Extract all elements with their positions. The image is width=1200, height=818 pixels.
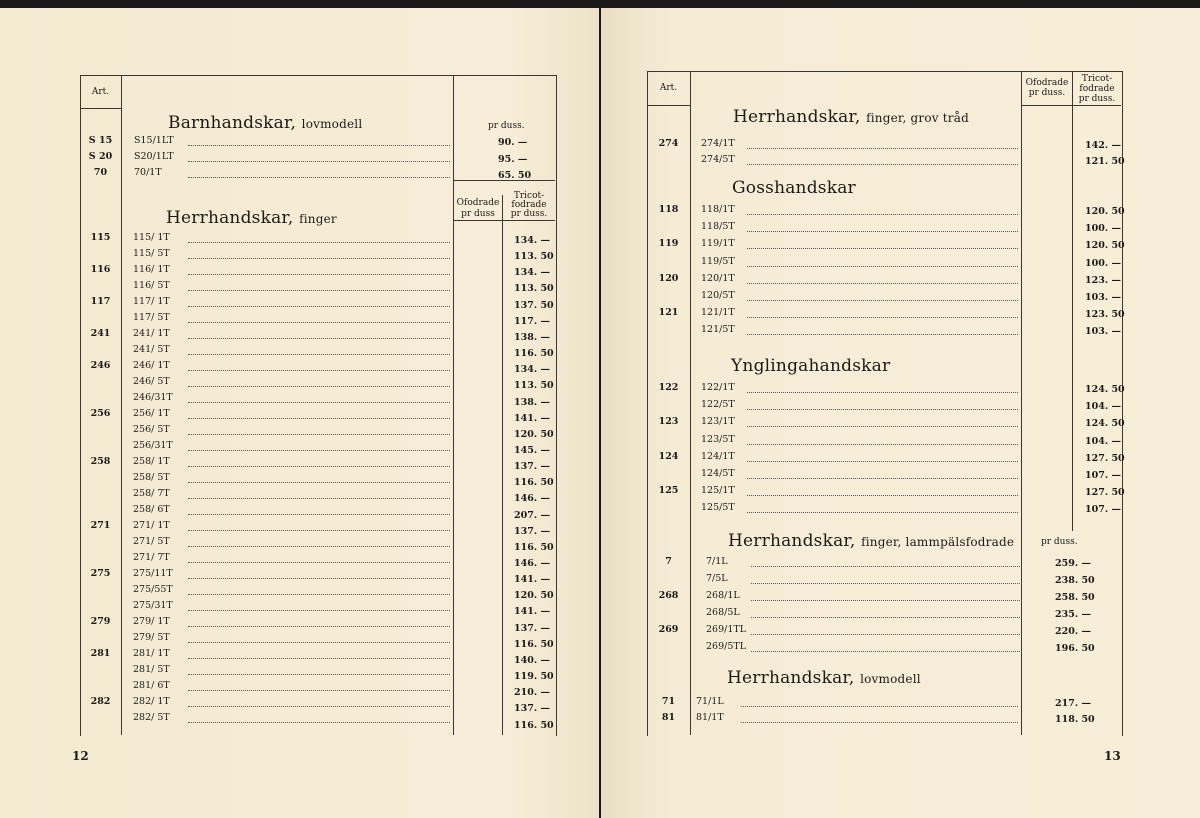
page-number: 12: [72, 749, 89, 763]
section-title: Herrhandskar, finger: [166, 208, 337, 228]
price: 121. 50: [1085, 156, 1125, 167]
art-number: 7: [665, 556, 672, 567]
article-code: 275/31T: [133, 600, 173, 611]
article-code: 124/1T: [701, 450, 735, 462]
dot-leader: [747, 282, 1018, 284]
price: 235. —: [1055, 609, 1091, 620]
price: 137. —: [514, 461, 550, 473]
art-number: 268: [658, 590, 679, 601]
article-code: S15/1LT: [134, 135, 174, 146]
page-number: 13: [1104, 749, 1121, 763]
price: 210. —: [514, 687, 550, 699]
dot-leader: [188, 353, 450, 355]
dot-leader: [751, 650, 1022, 652]
price: 217. —: [1055, 698, 1091, 709]
dot-leader: [188, 433, 450, 435]
art-number: 81: [661, 712, 676, 723]
dot-leader: [188, 401, 450, 403]
article-code: 117/ 5T: [133, 312, 170, 323]
price-column-divider: [453, 75, 454, 735]
price: 137. —: [514, 703, 550, 715]
dot-leader: [188, 321, 450, 323]
article-code: 125/1T: [701, 485, 735, 497]
dot-leader: [188, 176, 450, 178]
article-code: 121/5T: [701, 324, 735, 336]
article-code: 269/5TL: [706, 641, 747, 652]
dot-leader: [751, 599, 1022, 601]
section-title: Herrhandskar, finger, grov tråd: [733, 107, 969, 127]
art-number: 125: [658, 485, 679, 497]
dot-leader: [741, 721, 1018, 723]
article-code: 241/ 1T: [133, 328, 170, 339]
price: 120. 50: [514, 428, 554, 440]
dot-leader: [188, 241, 450, 243]
price-subcolumn-divider: [1072, 71, 1073, 531]
article-code: 124/5T: [701, 468, 735, 479]
dot-leader: [188, 305, 450, 307]
dot-leader: [188, 337, 450, 339]
dot-leader: [747, 511, 1018, 513]
dot-leader: [747, 333, 1018, 335]
price: 258. 50: [1055, 592, 1095, 603]
price: 90. —: [498, 137, 528, 148]
right-page: [601, 8, 1200, 818]
price: 137. 50: [514, 299, 554, 311]
art-number: 246: [90, 360, 111, 371]
dot-leader: [188, 625, 450, 627]
price: 95. —: [498, 153, 528, 165]
price: 138. —: [514, 396, 550, 408]
article-code: 281/ 1T: [133, 648, 170, 659]
article-code: 119/1T: [701, 238, 735, 250]
price: 116. 50: [514, 541, 554, 553]
dot-leader: [751, 616, 1022, 618]
dot-leader: [747, 316, 1018, 318]
article-code: 271/ 7T: [133, 552, 170, 563]
price: 100. —: [1085, 223, 1121, 235]
price: 107. —: [1085, 504, 1121, 516]
dot-leader: [747, 213, 1018, 215]
dot-leader: [747, 230, 1018, 232]
dot-leader: [188, 257, 450, 259]
price: 141. —: [514, 574, 550, 586]
dot-leader: [188, 160, 450, 162]
article-code: 115/ 5T: [133, 248, 170, 259]
price-subcolumn-divider: [502, 195, 503, 735]
article-code: S20/1LT: [134, 151, 174, 162]
article-code: 246/31T: [133, 392, 173, 403]
price: 104. —: [1085, 401, 1121, 413]
dot-leader: [747, 147, 1018, 149]
article-code: 275/55T: [133, 584, 173, 595]
art-number: 282: [90, 696, 111, 707]
article-code: 122/1T: [701, 382, 735, 393]
art-number: 269: [658, 624, 679, 635]
article-code: 71/1L: [696, 696, 724, 707]
price: 124. 50: [1085, 418, 1125, 430]
price: 120. 50: [1085, 206, 1125, 217]
price-header-rule: [1021, 105, 1121, 106]
price: 134. —: [514, 235, 550, 246]
article-code: 258/ 1T: [133, 456, 170, 467]
price: 113. 50: [514, 283, 554, 295]
price: 220. —: [1055, 626, 1091, 637]
dot-leader: [188, 529, 450, 531]
price: 100. —: [1085, 257, 1121, 269]
price: 145. —: [514, 444, 550, 456]
pr-duss-label: pr duss.: [1041, 537, 1078, 547]
dot-leader: [188, 689, 450, 691]
dot-leader: [747, 265, 1018, 267]
price: 113. 50: [514, 251, 554, 263]
price: 116. 50: [514, 477, 554, 489]
price: 196. 50: [1055, 643, 1095, 654]
price: 238. 50: [1055, 575, 1095, 586]
dot-leader: [188, 385, 450, 387]
price: 123. 50: [1085, 309, 1125, 321]
dot-leader: [188, 545, 450, 547]
dot-leader: [188, 513, 450, 515]
article-code: 274/5T: [701, 154, 735, 165]
article-code: 279/ 5T: [133, 632, 170, 643]
price: 138. —: [514, 331, 550, 343]
article-code: 116/ 5T: [133, 280, 170, 291]
price: 146. —: [514, 493, 550, 505]
art-number: 256: [90, 408, 111, 419]
dot-leader: [747, 494, 1018, 496]
art-number: 124: [658, 450, 679, 462]
price: 123. —: [1085, 274, 1121, 286]
dot-leader: [188, 641, 450, 643]
article-code: 122/5T: [701, 399, 735, 411]
price: 119. 50: [514, 671, 554, 683]
left-page: [0, 8, 599, 818]
price: 118. 50: [1055, 714, 1095, 725]
art-number: 118: [658, 204, 679, 215]
price: 103. —: [1085, 326, 1121, 338]
article-code: 125/5T: [701, 502, 735, 514]
price: 120. 50: [514, 590, 554, 602]
price-header-rule-bottom: [453, 220, 555, 221]
price: 113. 50: [514, 380, 554, 392]
art-number: 274: [658, 138, 679, 149]
article-code: 256/ 1T: [133, 408, 170, 419]
dot-leader: [188, 465, 450, 467]
price: 116. 50: [514, 638, 554, 650]
art-number: 279: [90, 616, 111, 627]
article-code: 258/ 7T: [133, 488, 170, 499]
dot-leader: [747, 460, 1018, 462]
dot-leader: [747, 247, 1018, 249]
dot-leader: [188, 577, 450, 579]
article-code: 116/ 1T: [133, 264, 170, 275]
article-code: 256/31T: [133, 440, 173, 451]
price: 127. 50: [1085, 487, 1125, 499]
section-title: Herrhandskar, lovmodell: [727, 668, 921, 688]
price: 116. 50: [514, 348, 554, 360]
dot-leader: [747, 163, 1018, 165]
dot-leader: [751, 633, 1022, 635]
price: 142. —: [1085, 140, 1121, 151]
article-code: 7/5L: [706, 573, 728, 584]
dot-leader: [747, 443, 1018, 445]
art-header: Art.: [91, 87, 110, 97]
price: 107. —: [1085, 470, 1121, 481]
dot-leader: [188, 449, 450, 451]
dot-leader: [188, 673, 450, 675]
dot-leader: [747, 391, 1018, 393]
article-code: 271/ 5T: [133, 536, 170, 547]
article-code: 115/ 1T: [133, 232, 170, 243]
article-code: 123/1T: [701, 416, 735, 428]
art-number: 70: [93, 167, 108, 178]
ofodrade-header: Ofodrade pr duss: [456, 198, 500, 219]
price: 140. —: [514, 654, 550, 666]
article-code: 123/5T: [701, 433, 735, 445]
article-code: 246/ 1T: [133, 360, 170, 371]
price: 124. 50: [1085, 384, 1125, 395]
dot-leader: [747, 477, 1018, 479]
dot-leader: [188, 657, 450, 659]
art-header-rule: [647, 105, 690, 106]
dot-leader: [188, 273, 450, 275]
tricot-header: Tricot- fodrade pr duss.: [510, 191, 548, 219]
article-code: 268/5L: [706, 607, 740, 618]
article-code: 121/1T: [701, 307, 735, 319]
price: 134. —: [514, 364, 550, 376]
art-number: S 15: [88, 135, 113, 146]
art-header: Art.: [659, 83, 678, 93]
dot-leader: [188, 497, 450, 499]
price: 141. —: [514, 412, 550, 424]
art-number: 123: [658, 416, 679, 428]
price: 134. —: [514, 267, 550, 279]
price: 65. 50: [498, 170, 532, 182]
art-number: 258: [90, 456, 111, 467]
article-code: 274/1T: [701, 138, 735, 149]
section-title: Ynglingahandskar: [731, 356, 891, 376]
dot-leader: [188, 289, 450, 291]
price: 103. —: [1085, 292, 1121, 303]
dot-leader: [751, 582, 1022, 584]
article-code: 279/ 1T: [133, 616, 170, 627]
article-code: 268/1L: [706, 590, 740, 601]
art-number: 275: [90, 568, 111, 579]
article-code: 275/11T: [133, 568, 173, 579]
art-column-divider: [121, 75, 122, 735]
dot-leader: [741, 705, 1018, 707]
article-code: 119/5T: [701, 255, 735, 267]
section-title: Gosshandskar: [732, 178, 856, 198]
art-number: 122: [658, 382, 679, 393]
dot-leader: [188, 721, 450, 723]
article-code: 120/5T: [701, 290, 735, 301]
dot-leader: [188, 369, 450, 371]
article-code: 117/ 1T: [133, 296, 170, 307]
art-number: 116: [90, 264, 111, 275]
price: 117. —: [514, 315, 550, 327]
price: 146. —: [514, 558, 550, 569]
art-number: 117: [90, 296, 111, 307]
article-code: 118/1T: [701, 204, 735, 215]
article-code: 81/1T: [696, 712, 724, 723]
article-code: 7/1L: [706, 556, 728, 567]
dot-leader: [188, 593, 450, 595]
dot-leader: [747, 425, 1018, 427]
price: 104. —: [1085, 435, 1121, 447]
art-number: 241: [90, 328, 111, 339]
dot-leader: [188, 609, 450, 611]
article-code: 269/1TL: [706, 624, 747, 635]
price: 207. —: [514, 509, 550, 521]
price: 137. —: [514, 622, 550, 634]
price: 137. —: [514, 525, 550, 537]
dot-leader: [747, 299, 1018, 301]
price: 127. 50: [1085, 452, 1125, 464]
section-title: Herrhandskar, finger, lammpälsfodrade: [728, 531, 1015, 551]
article-code: 282/ 1T: [133, 696, 170, 707]
price: 120. 50: [1085, 240, 1125, 252]
price: 141. —: [514, 606, 550, 618]
article-code: 281/ 5T: [133, 664, 170, 675]
art-number: S 20: [88, 151, 113, 162]
article-code: 256/ 5T: [133, 424, 170, 435]
article-code: 241/ 5T: [133, 344, 170, 355]
price-column-divider: [1021, 71, 1022, 735]
dot-leader: [188, 144, 450, 146]
art-number: 121: [658, 307, 679, 319]
article-code: 70/1T: [134, 167, 162, 178]
article-code: 120/1T: [701, 272, 735, 284]
art-number: 271: [90, 520, 111, 531]
art-number: 120: [658, 272, 679, 284]
dot-leader: [188, 705, 450, 707]
art-number: 115: [90, 232, 111, 243]
article-code: 258/ 6T: [133, 504, 170, 515]
article-code: 282/ 5T: [133, 712, 170, 723]
article-code: 281/ 6T: [133, 680, 170, 691]
article-code: 271/ 1T: [133, 520, 170, 531]
ofodrade-header: Ofodrade pr duss.: [1025, 78, 1069, 98]
dot-leader: [747, 408, 1018, 410]
dot-leader: [188, 481, 450, 483]
pr-duss-label: pr duss.: [488, 121, 525, 131]
art-number: 281: [90, 648, 111, 659]
dot-leader: [751, 565, 1022, 567]
article-code: 118/5T: [701, 221, 735, 233]
art-number: 119: [658, 238, 679, 250]
dot-leader: [188, 417, 450, 419]
section-title: Barnhandskar, lovmodell: [168, 113, 363, 133]
tricot-header: Tricot- fodrade pr duss.: [1078, 74, 1116, 104]
art-header-rule: [80, 108, 121, 109]
article-code: 246/ 5T: [133, 376, 170, 387]
art-number: 71: [661, 696, 676, 707]
price: 116. 50: [514, 719, 554, 731]
dot-leader: [188, 561, 450, 563]
article-code: 258/ 5T: [133, 472, 170, 483]
price: 259. —: [1055, 558, 1091, 569]
art-column-divider: [690, 71, 691, 735]
